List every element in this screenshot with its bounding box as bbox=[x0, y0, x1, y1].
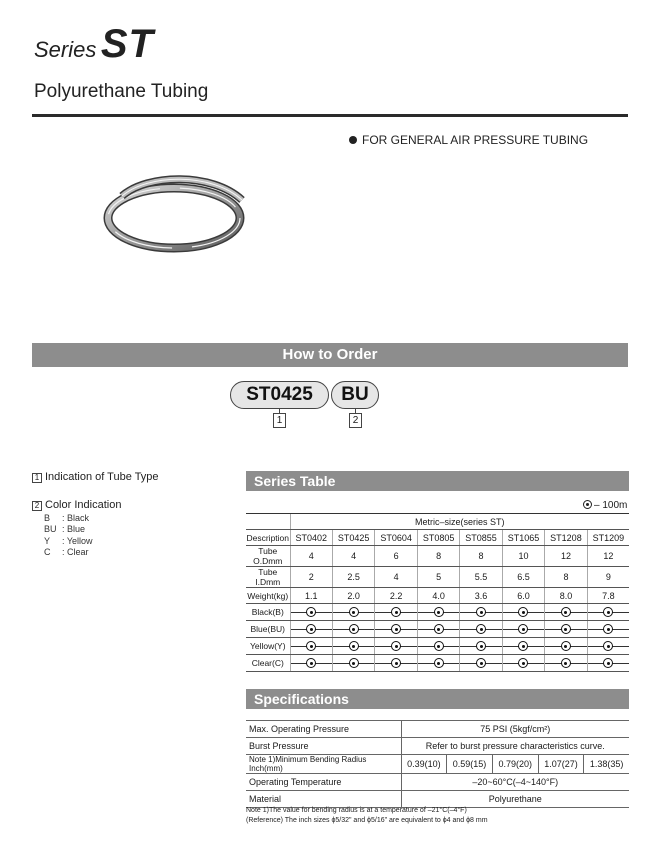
spec-value: Polyurethane bbox=[401, 791, 629, 808]
available-mark-icon bbox=[349, 624, 359, 634]
table-row bbox=[246, 655, 629, 672]
series-table bbox=[246, 513, 629, 672]
available-mark-icon bbox=[306, 641, 316, 651]
spec-value: 0.39(10) bbox=[401, 755, 447, 774]
table-row bbox=[246, 604, 629, 621]
spec-label: Operating Temperature bbox=[246, 774, 401, 791]
available-mark-icon bbox=[518, 607, 528, 617]
table-row bbox=[246, 721, 629, 738]
available-mark-icon bbox=[391, 641, 401, 651]
table-row: Tube O.Dmm 4 4 6 8 8 10 12 12 bbox=[246, 546, 629, 567]
available-mark-icon bbox=[306, 607, 316, 617]
page-subtitle: Polyurethane Tubing bbox=[34, 81, 209, 102]
available-mark-icon bbox=[476, 658, 486, 668]
table-row bbox=[246, 514, 629, 530]
application-note-text: FOR GENERAL AIR PRESSURE TUBING bbox=[362, 133, 589, 147]
available-mark-icon bbox=[518, 641, 528, 651]
available-mark-icon bbox=[476, 641, 486, 651]
available-mark-icon bbox=[306, 624, 316, 634]
table-row: Tube I.Dmm 2 2.5 4 5 5.5 6.5 8 9 bbox=[246, 567, 629, 588]
color-code-list bbox=[44, 513, 93, 559]
table-row: Description ST0402 ST0425 ST0604 ST0805 ST0855 ST1065 ST1208 ST1209 bbox=[246, 530, 629, 546]
spec-value: 1.38(35) bbox=[584, 755, 629, 774]
color-code-item: Y : Yellow bbox=[44, 535, 93, 546]
table-row bbox=[246, 774, 629, 791]
spec-value: 75 PSI (5kgf/cm²) bbox=[401, 721, 629, 738]
available-mark-icon bbox=[561, 641, 571, 651]
legend-marker-2: 2 bbox=[32, 501, 42, 511]
available-mark-icon bbox=[476, 607, 486, 617]
available-circle-icon bbox=[583, 500, 592, 509]
available-mark-icon bbox=[603, 607, 613, 617]
spec-value: 0.79(20) bbox=[492, 755, 538, 774]
spec-label: Material bbox=[246, 791, 401, 808]
legend-color bbox=[32, 499, 121, 511]
order-color-pill: BU bbox=[331, 381, 379, 409]
available-mark-icon bbox=[349, 658, 359, 668]
unit-note bbox=[583, 500, 627, 511]
spec-label: Burst Pressure bbox=[246, 738, 401, 755]
available-mark-icon bbox=[434, 624, 444, 634]
available-mark-icon bbox=[391, 607, 401, 617]
spec-label: Max. Operating Pressure bbox=[246, 721, 401, 738]
table-row bbox=[246, 755, 629, 774]
available-mark-icon bbox=[561, 658, 571, 668]
row-label: Black(B) bbox=[246, 604, 290, 621]
row-label: Weight(kg) bbox=[246, 588, 290, 604]
footnote-1: Note 1)The value for bending radius is at a temperature of –21°C(–4°F) bbox=[246, 807, 467, 814]
legend-marker-1: 1 bbox=[32, 473, 42, 483]
order-marker-2: 2 bbox=[349, 413, 362, 428]
available-mark-icon bbox=[391, 624, 401, 634]
row-label: Description bbox=[246, 530, 290, 546]
color-code-item: B : Black bbox=[44, 513, 90, 523]
header-rule bbox=[32, 114, 628, 117]
table-row: Weight(kg) 1.1 2.0 2.2 4.0 3.6 6.0 8.0 7.8 bbox=[246, 588, 629, 604]
series-code: ST bbox=[100, 22, 154, 66]
spec-value: –20~60°C(–4~140°F) bbox=[401, 774, 629, 791]
available-mark-icon bbox=[349, 607, 359, 617]
series-table-header: Series Table bbox=[246, 471, 629, 491]
how-to-order-header: How to Order bbox=[32, 343, 628, 367]
order-marker-1: 1 bbox=[273, 413, 286, 428]
specifications-header: Specifications bbox=[246, 689, 629, 709]
spec-value: Refer to burst pressure characteristics curve. bbox=[401, 738, 629, 755]
order-code-pill: ST0425 bbox=[230, 381, 329, 409]
tubing-coil-image bbox=[92, 166, 252, 256]
row-label: Tube I.Dmm bbox=[246, 567, 290, 588]
available-mark-icon bbox=[603, 658, 613, 668]
spec-value: 0.59(15) bbox=[447, 755, 493, 774]
table-row bbox=[246, 791, 629, 808]
row-label: Yellow(Y) bbox=[246, 638, 290, 655]
available-mark-icon bbox=[561, 624, 571, 634]
footnote-2: (Reference) The inch sizes ϕ5/32" and ϕ5/16" are equivalent to ϕ4 and ϕ8 mm bbox=[246, 817, 488, 824]
spec-label: Note 1)Minimum Bending Radius Inch(mm) bbox=[246, 755, 401, 774]
color-code-item: BU : Blue bbox=[44, 524, 86, 535]
table-row bbox=[246, 738, 629, 755]
group-header: Metric–size(series ST) bbox=[290, 514, 629, 530]
table-row bbox=[246, 621, 629, 638]
available-mark-icon bbox=[434, 607, 444, 617]
row-label: Clear(C) bbox=[246, 655, 290, 672]
available-mark-icon bbox=[391, 658, 401, 668]
bullet-icon bbox=[349, 136, 357, 144]
color-code-item: C : Clear bbox=[44, 547, 89, 558]
available-mark-icon bbox=[434, 641, 444, 651]
available-mark-icon bbox=[434, 658, 444, 668]
specifications-table bbox=[246, 720, 629, 808]
unit-note-text: – 100m bbox=[594, 500, 628, 511]
spec-value: 1.07(27) bbox=[538, 755, 584, 774]
series-title bbox=[34, 22, 154, 67]
series-word: Series bbox=[34, 37, 97, 62]
available-mark-icon bbox=[518, 624, 528, 634]
available-mark-icon bbox=[306, 658, 316, 668]
available-mark-icon bbox=[561, 607, 571, 617]
available-mark-icon bbox=[349, 641, 359, 651]
legend-color-text: Color Indication bbox=[45, 499, 122, 511]
available-mark-icon bbox=[518, 658, 528, 668]
available-mark-icon bbox=[603, 624, 613, 634]
row-label: Tube O.Dmm bbox=[246, 546, 290, 567]
table-row bbox=[246, 638, 629, 655]
legend-tube-type-text: Indication of Tube Type bbox=[45, 471, 159, 483]
application-note bbox=[349, 133, 588, 147]
available-mark-icon bbox=[603, 641, 613, 651]
row-label: Blue(BU) bbox=[246, 621, 290, 638]
legend-tube-type bbox=[32, 471, 159, 483]
available-mark-icon bbox=[476, 624, 486, 634]
